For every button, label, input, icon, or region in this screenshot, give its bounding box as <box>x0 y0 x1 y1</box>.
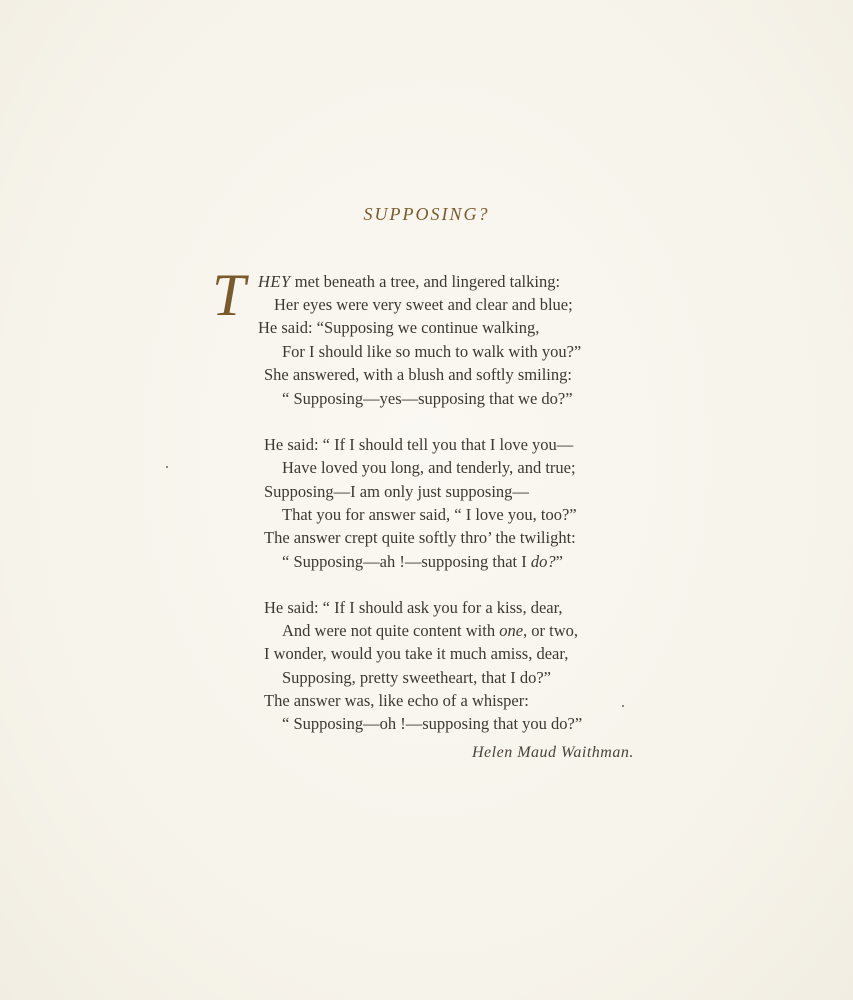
stanza-3-line-2-text: And were not quite content with <box>282 621 500 640</box>
stanza-2-line-6-text: “ Supposing—ah !—supposing that I <box>282 552 531 571</box>
paper-speck <box>166 466 168 468</box>
paper-speck <box>622 705 624 707</box>
stanza-1-line-1 <box>258 272 560 292</box>
stanza-1-line-3: He said: “Supposing we continue walking, <box>258 318 540 337</box>
stanza-3-line-1: He said: “ If I should ask you for a kiss, dear, <box>264 598 563 617</box>
stanza-3-line-2 <box>282 621 578 641</box>
stanza-3-line-6: “ Supposing—oh !—supposing that you do?” <box>282 714 583 733</box>
poem-title: SUPPOSING? <box>363 204 490 224</box>
stanza-2-line-3: Supposing—I am only just supposing— <box>264 482 529 501</box>
author-signature: Helen Maud Waithman. <box>472 744 634 761</box>
stanza-2-line-4: That you for answer said, “ I love you, too?” <box>282 505 577 524</box>
stanza-1-line-5: She answered, with a blush and softly smiling: <box>264 365 572 384</box>
stanza-3-line-2-rest: , or two, <box>523 621 579 640</box>
stanza-3-line-3: I wonder, would you take it much amiss, dear, <box>264 644 569 663</box>
stanza-2-line-6-emphasis: do? <box>530 552 556 571</box>
stanza-1-line-4: For I should like so much to walk with you?” <box>282 342 582 361</box>
stanza-2-line-1: He said: “ If I should tell you that I love you— <box>264 435 574 454</box>
stanza-2-line-2: Have loved you long, and tenderly, and true; <box>282 458 576 477</box>
stanza-2-line-6 <box>282 552 563 572</box>
stanza-2-line-5: The answer crept quite softly thro’ the twilight: <box>264 528 576 547</box>
stanza-1-line-2: Her eyes were very sweet and clear and blue; <box>274 295 573 314</box>
stanza-3-line-5: The answer was, like echo of a whisper: <box>264 691 529 710</box>
stanza-3-line-2-emphasis: one <box>499 621 524 640</box>
stanza-1-line-1-text: met beneath a tree, and lingered talking: <box>290 272 561 291</box>
stanza-3-line-4: Supposing, pretty sweetheart, that I do?” <box>282 668 551 687</box>
stanza-1-line-6: “ Supposing—yes—supposing that we do?” <box>282 389 573 408</box>
first-word-caps: HEY <box>258 272 291 291</box>
drop-cap: T <box>212 262 246 328</box>
stanza-2-line-6-close: ” <box>555 552 563 571</box>
